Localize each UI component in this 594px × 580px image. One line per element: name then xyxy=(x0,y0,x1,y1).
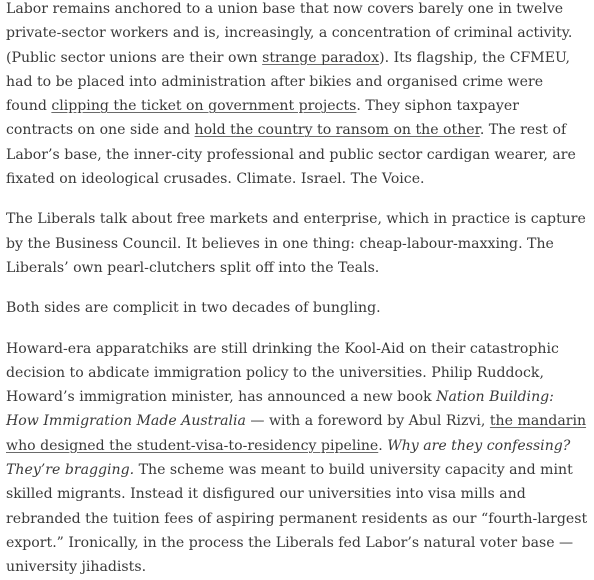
paragraph-text: . The rest of Labor’s base, the inner-city professional and public sector cardigan wearer, are fixated on ideological crusades. Climate. Israel. The Voice. xyxy=(6,122,576,188)
paragraph-howard-era xyxy=(6,337,588,580)
paragraph-text: Howard-era apparatchiks are still drinking the Kool-Aid on their catastrophic decision to abdicate immigration policy to the universities. Philip Ruddock, Howard’s immigration minister, has announced a new book xyxy=(6,340,559,406)
paragraph-complicit: Both sides are complicit in two decades of bungling. xyxy=(6,300,381,317)
link-hold-country-to-ransom[interactable]: hold the country to ransom on the other xyxy=(194,122,480,139)
paragraph-text: . xyxy=(378,437,388,454)
paragraph-text: . They siphon taxpayer contracts on one side and xyxy=(6,98,519,139)
paragraph-labor-base xyxy=(6,0,588,191)
italic-aside: Why are they confessing? They’re bragging. xyxy=(6,437,571,479)
paragraph-text: — with a foreword by Abul Rizvi, xyxy=(245,413,490,430)
paragraph-text: ). Its flagship, the CFMEU, had to be placed into administration after bikies and organised crime were found xyxy=(6,49,571,115)
book-title: Nation Building: How Immigration Made Australia xyxy=(6,389,554,430)
paragraph-text: The scheme was meant to build university capacity and mint skilled migrants. Instead it disfigured our universities into visa mills and rebranded the tuition fees of aspiring permanent residents as our “fourth-largest export.” Ironically, in the process the Liberals fed Labor’s natural voter base — university jihadists. xyxy=(6,462,588,576)
link-strange-paradox[interactable]: strange paradox xyxy=(262,49,380,66)
link-student-visa-pipeline[interactable]: the mandarin who designed the student-visa-to-residency pipeline xyxy=(6,413,587,454)
paragraph-text: Labor remains anchored to a union base that now covers barely one in twelve private-sector workers and is, increasingly, a concentration of criminal activity. (Public sector unions are their own xyxy=(6,1,573,66)
link-clipping-the-ticket[interactable]: clipping the ticket on government projects xyxy=(51,98,357,115)
paragraph-liberals: The Liberals talk about free markets and enterprise, which in practice is capture by the Business Council. It believes in one thing: cheap-labour-maxxing. The Liberals’ own pearl-clutchers split off into the Teals. xyxy=(6,211,586,276)
